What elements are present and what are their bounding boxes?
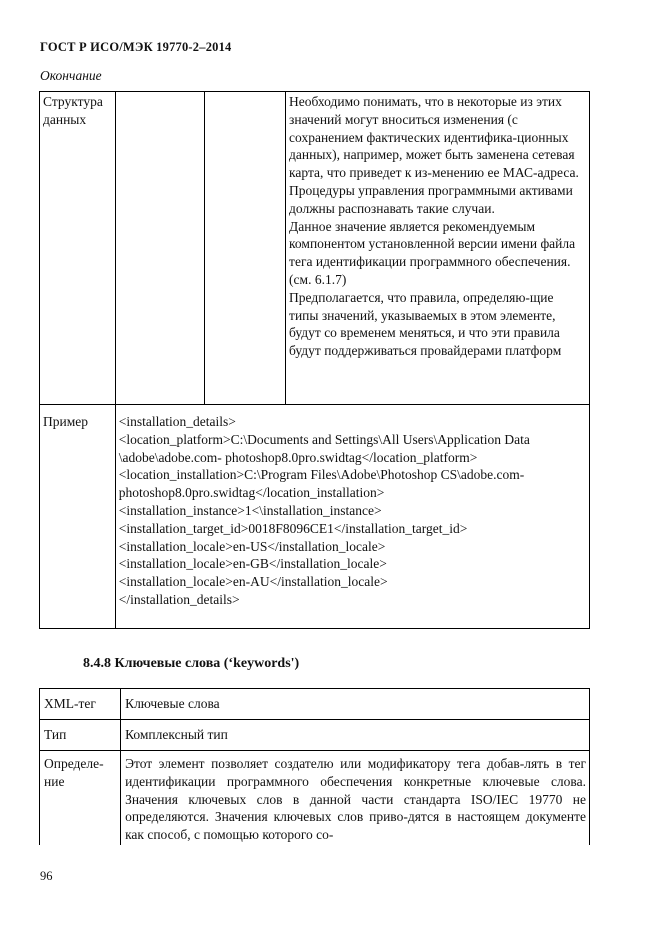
xml-line: <installation_locale>en-GB</installation_locale> xyxy=(118,556,387,572)
row-value: Ключевые слова xyxy=(121,689,590,720)
section-title: 8.4.8 Ключевые слова (‘keywords') xyxy=(83,656,300,671)
empty-cell xyxy=(205,92,286,405)
row-label-example: Пример xyxy=(40,405,116,629)
xml-line: <location_installation>C:\Program Files\Adobe\Photoshop CS\adobe.com-photoshop8.0pro.swidtag</location_installation> xyxy=(118,467,525,501)
keywords-table xyxy=(39,688,590,845)
xml-line: <installation_instance>1<\installation_instance> xyxy=(118,502,382,518)
table-row xyxy=(40,689,590,720)
xml-line: <installation_locale>en-US</installation_locale> xyxy=(118,538,386,554)
attributes-table-continued xyxy=(39,91,590,629)
xml-line: <location_platform>C:\Documents and Settings\All Users\Application Data \adobe\adobe.com- photoshop8.0pro.swidtag</location_platform> xyxy=(118,431,534,465)
table-row-structure xyxy=(40,92,590,405)
xml-line: <installation_details> xyxy=(118,414,236,429)
description-paragraph: Необходимо понимать, что в некоторые из этих значений могут вноситься изменения (с сохранением фактических идентифика-ционных данных), например, может быть заменена сетевая карта, что приведет к из-менению ее МАС-адреса. Процедуры управления программными активами должны распознавать такие случаи. xyxy=(289,94,579,216)
xml-line: <installation_target_id>0018F8096CE1</installation_target_id> xyxy=(118,520,468,536)
row-label: Тип xyxy=(40,720,121,751)
table-row-example xyxy=(40,405,590,629)
row-label: Определе-ние xyxy=(40,751,121,846)
row-label: XML-тег xyxy=(40,689,121,720)
xml-line: </installation_details> xyxy=(118,591,240,607)
table-row xyxy=(40,720,590,751)
example-xml xyxy=(115,405,589,629)
structure-description xyxy=(286,92,590,405)
description-paragraph: Предполагается, что правила, определяю-щие типы значений, указываемых в этом элементе, будут со временем меняться, и что эти правила будут поддерживаться провайдерами платформ xyxy=(289,289,562,359)
row-value: Комплексный тип xyxy=(121,720,590,751)
continuation-label: Окончание xyxy=(40,68,102,83)
table-row xyxy=(40,751,590,846)
description-paragraph: Данное значение является рекомендуемым компонентом установленной версии имени файла тега идентификации программного обеспечения. (см. 6.1.7) xyxy=(289,218,576,287)
row-value: Этот элемент позволяет создателю или модификатору тега добав-лять в тег идентификации программного обеспечения конкретные ключевые слова. Значения ключевых слов в данной части стандарта ISO/IEC 19770 не определяются. Значения ключевых слов приво-дятся в настоящем документе как способ, с помощью которого со- xyxy=(121,751,590,846)
empty-cell xyxy=(115,92,204,405)
page-number: 96 xyxy=(40,869,53,883)
row-label-structure: Структура данных xyxy=(40,92,116,405)
xml-line: <installation_locale>en-AU</installation_locale> xyxy=(118,574,388,590)
document-header: ГОСТ Р ИСО/МЭК 19770-2–2014 xyxy=(40,40,232,54)
